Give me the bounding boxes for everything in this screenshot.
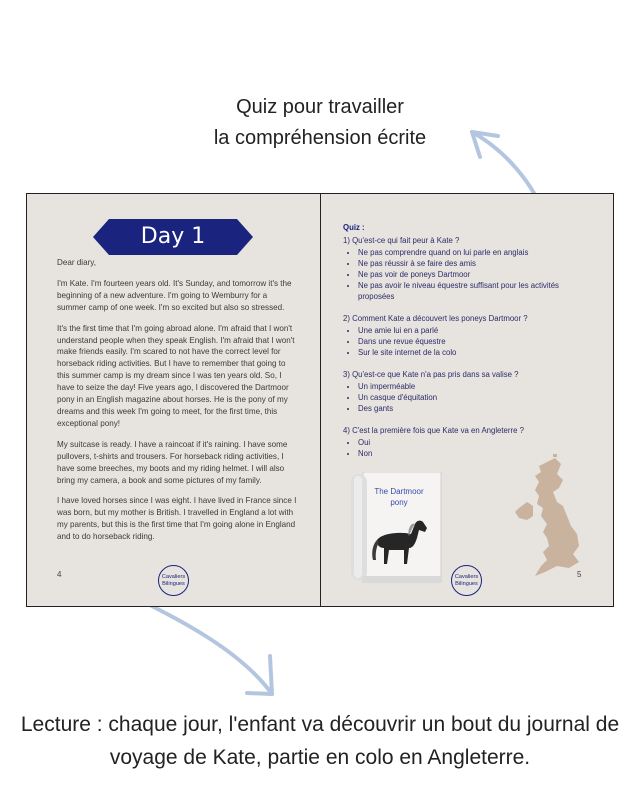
diary-paragraph: My suitcase is ready. I have a raincoat if it's raining. I have some pullovers, t-shirts and trousers. For horseback riding activities, I have some breeches, my boots and my riding helmet. I will also bring my camera, a book and some pictures of my family. [57, 439, 288, 485]
cavaliers-bilingues-badge [451, 565, 482, 596]
bottom-arrow [128, 594, 272, 694]
diary-paragraph: It's the first time that I'm going abroad alone. I'm afraid that I won't understand people when they speak English. I'm afraid that I won't make friends easily. I'm scared to not have the correct level for horseback riding activities. But I have to remember that going to this summer camp is my dream since I was ten years old. So, I have to seize the day! Five years ago, I discovered the Dartmoor pony in an English magazine about horses. He is the pony of my dreams and this week I'm going to meet, for the first time, this exceptional pony! [57, 323, 295, 428]
option: • Ne pas réussir à se faire des amis [358, 258, 593, 269]
bottom-caption-line-1: Lecture : chaque jour, l'enfant va découvrir un bout du journal de [20, 713, 620, 736]
quiz-title: Quiz : [343, 223, 365, 232]
option: • Une amie lui en a parlé [358, 325, 593, 336]
right-page [321, 194, 615, 606]
top-caption-line-1: Quiz pour travailler [236, 96, 404, 118]
page-number: 5 [577, 570, 582, 579]
badge-line-2: Bilingues [455, 580, 478, 587]
option: • Dans une revue équestre [358, 336, 593, 347]
diary-paragraph: I'm Kate. I'm fourteen years old. It's Sunday, and tomorrow it's the beginning of a new adventure. I'm going to Wemburry for a summer camp of one week. I'm so excited but also so stressed. [57, 278, 292, 312]
question-block [343, 369, 593, 414]
top-caption-line-2: la compréhension écrite [213, 127, 427, 149]
option: • Un casque d'équitation [358, 392, 593, 403]
option: • Des gants [358, 403, 593, 414]
question-3: 3) Qu'est-ce que Kate n'a pas pris dans sa valise ? [343, 370, 519, 379]
bottom-caption-line-2: voyage de Kate, partie en colo en Angleterre. [109, 746, 531, 769]
bottom-caption [0, 708, 640, 774]
badge-line-1: Cavaliers [454, 573, 479, 580]
left-page [27, 194, 320, 606]
day-title: Day 1 [140, 224, 206, 249]
question-1: 1) Qu'est-ce qui fait peur à Kate ? [343, 236, 460, 245]
diary-paragraph: I have loved horses since I was eight. I have lived in France since I was born, but my mother is British. I travelled in England a lot with my parents, but this is the first time that I'm going alone in England and to do horseback riding. [57, 496, 297, 542]
option: • Ne pas avoir le niveau équestre suffisant pour les activités proposées [358, 280, 593, 302]
question-2: 2) Comment Kate a découvert les poneys Dartmoor ? [343, 314, 528, 323]
diary-text [57, 257, 297, 552]
uk-map-icon [513, 454, 585, 582]
cavaliers-bilingues-badge [158, 565, 189, 596]
question-block [343, 235, 593, 302]
option: • Ne pas comprendre quand on lui parle en anglais [358, 247, 593, 258]
diary-paragraph: Dear diary, [57, 258, 96, 267]
option: • Un imperméable [358, 381, 593, 392]
option: • Sur le site internet de la colo [358, 347, 593, 358]
poster-title: The Dartmoor pony [374, 487, 424, 507]
question-block [343, 313, 593, 358]
badge-line-1: Cavaliers [161, 573, 186, 580]
option: • Non [358, 448, 593, 459]
question-4: 4) C'est la première fois que Kate va en Angleterre ? [343, 426, 524, 435]
book-spread [26, 193, 614, 607]
page-number: 4 [57, 570, 62, 579]
option: • Oui [358, 437, 593, 448]
option: • Ne pas voir de poneys Dartmoor [358, 269, 593, 280]
badge-line-2: Bilingues [162, 580, 185, 587]
quiz [343, 222, 593, 470]
